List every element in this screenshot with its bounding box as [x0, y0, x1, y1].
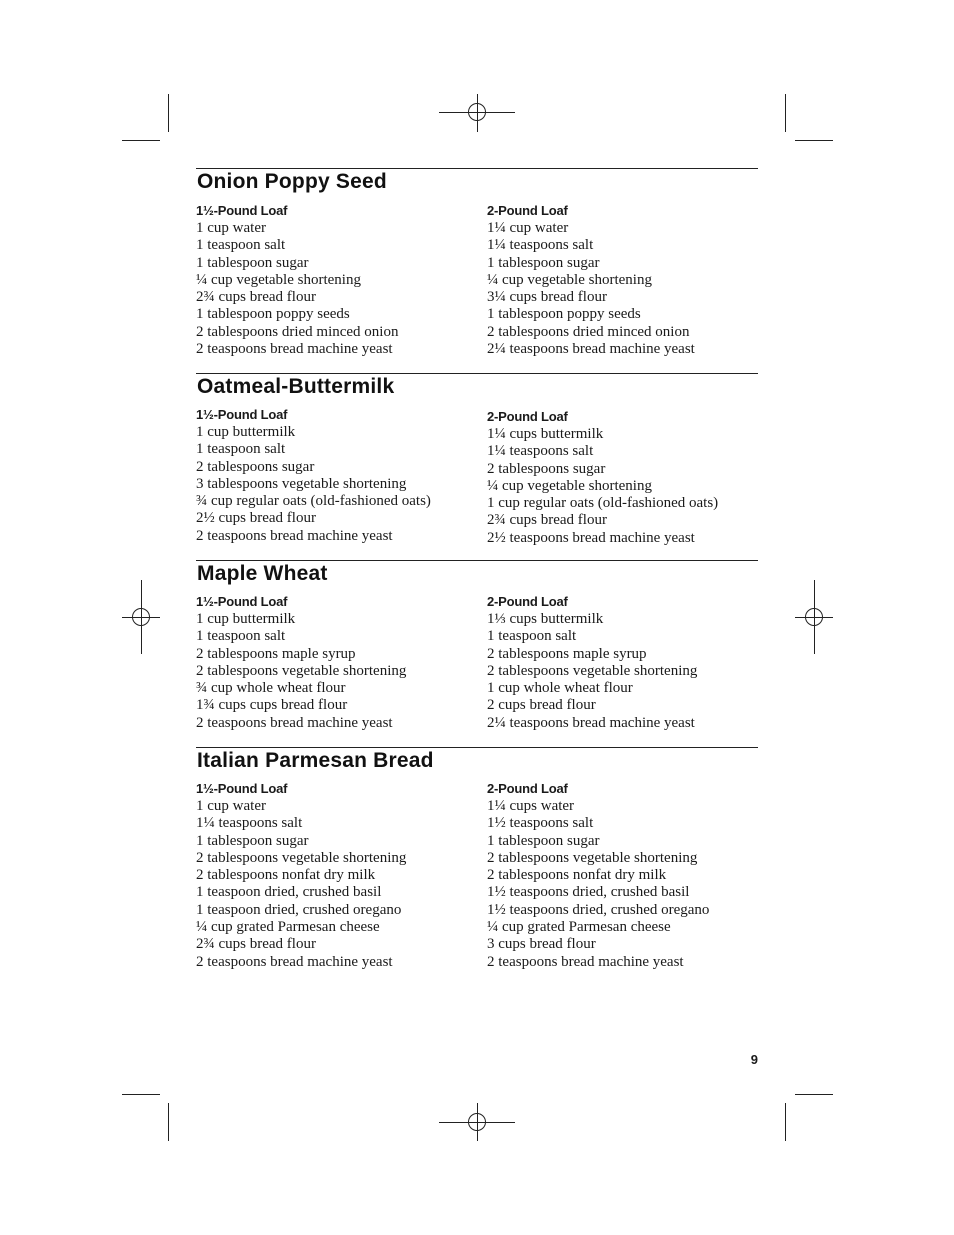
small-loaf-label: 1½-Pound Loaf [196, 407, 288, 422]
ingredient: 2 teaspoons bread machine yeast [487, 953, 684, 970]
ingredient: 1¼ cups water [487, 798, 575, 814]
ingredient: 1¼ teaspoons salt [196, 815, 303, 832]
ingredient: 1¾ cups cups bread flour [196, 697, 348, 714]
ingredient: 1⅓ cups buttermilk [487, 611, 604, 627]
ingredient: 2 tablespoons vegetable shortening [487, 662, 698, 679]
ingredient: 2½ teaspoons bread machine yeast [487, 529, 695, 546]
ingredient: 2¾ cups bread flour [196, 936, 316, 953]
ingredient: 1 tablespoon poppy seeds [487, 306, 641, 323]
crop-mark [785, 94, 786, 132]
ingredient: 1 teaspoon salt [196, 237, 286, 254]
ingredient: 1 teaspoon salt [487, 628, 577, 645]
large-loaf-column [487, 408, 772, 547]
ingredient: 1¼ teaspoons salt [487, 443, 594, 460]
crop-mark [122, 140, 160, 141]
crop-mark [168, 94, 169, 132]
section-rule [196, 747, 758, 748]
ingredient: 2¼ teaspoons bread machine yeast [487, 341, 695, 358]
large-loaf-column [487, 202, 772, 358]
crop-mark [795, 1094, 833, 1095]
section-rule [196, 373, 758, 374]
ingredient: 2 tablespoons maple syrup [196, 645, 356, 662]
small-loaf-column [196, 780, 481, 971]
registration-circle-icon [805, 608, 823, 626]
ingredient: 1¼ cups buttermilk [487, 426, 604, 442]
large-loaf-label: 2-Pound Loaf [487, 409, 568, 424]
crop-mark [795, 140, 833, 141]
ingredient: 1 tablespoon sugar [196, 254, 309, 271]
ingredient: 1 cup buttermilk [196, 611, 296, 627]
ingredient-list [487, 220, 772, 358]
ingredient: 2 teaspoons bread machine yeast [196, 341, 393, 358]
ingredient-list [196, 611, 481, 732]
ingredient: 2 tablespoons vegetable shortening [487, 849, 698, 866]
crop-mark [168, 1103, 169, 1141]
recipe-title: Onion Poppy Seed [197, 170, 387, 193]
ingredient: 1 cup water [196, 220, 266, 236]
ingredient: 1 teaspoon dried, crushed oregano [196, 901, 402, 918]
crop-mark [122, 1094, 160, 1095]
large-loaf-label: 2-Pound Loaf [487, 594, 568, 609]
ingredient-list [196, 424, 481, 545]
ingredient: ¼ cup vegetable shortening [487, 271, 652, 288]
ingredient: 2 teaspoons bread machine yeast [196, 953, 393, 970]
ingredient: 3 tablespoons vegetable shortening [196, 475, 407, 492]
ingredient: 2½ cups bread flour [196, 510, 316, 527]
small-loaf-column [196, 202, 481, 358]
page-number: 9 [750, 1052, 758, 1067]
ingredient: 1¼ teaspoons salt [487, 237, 594, 254]
small-loaf-label: 1½-Pound Loaf [196, 781, 288, 796]
ingredient: 2 teaspoons bread machine yeast [196, 527, 393, 544]
ingredient: 2 cups bread flour [487, 697, 596, 714]
large-loaf-column [487, 593, 772, 732]
registration-circle-icon [468, 1113, 486, 1131]
ingredient: 1 teaspoon dried, crushed basil [196, 884, 382, 901]
registration-circle-icon [468, 103, 486, 121]
ingredient: ¼ cup vegetable shortening [196, 271, 361, 288]
ingredient: 1 tablespoon sugar [487, 254, 600, 271]
small-loaf-label: 1½-Pound Loaf [196, 203, 288, 218]
ingredient-list [196, 798, 481, 971]
large-loaf-label: 2-Pound Loaf [487, 781, 568, 796]
ingredient: 2 tablespoons nonfat dry milk [196, 867, 376, 884]
registration-circle-icon [132, 608, 150, 626]
ingredient: 3¼ cups bread flour [487, 289, 607, 306]
large-loaf-label: 2-Pound Loaf [487, 203, 568, 218]
ingredient: 2 tablespoons dried minced onion [196, 323, 399, 340]
ingredient: 2 teaspoons bread machine yeast [196, 714, 393, 731]
ingredient-list [487, 611, 772, 732]
recipe-title: Italian Parmesan Bread [197, 749, 434, 772]
ingredient-list [196, 220, 481, 358]
ingredient: 2 tablespoons maple syrup [487, 645, 647, 662]
ingredient: 3 cups bread flour [487, 936, 596, 953]
ingredient: 2¼ teaspoons bread machine yeast [487, 714, 695, 731]
ingredient-list [487, 426, 772, 547]
ingredient: 1 tablespoon sugar [487, 832, 600, 849]
ingredient: 1 cup whole wheat flour [487, 680, 633, 697]
ingredient-list [487, 798, 772, 971]
ingredient: 2¾ cups bread flour [487, 512, 607, 529]
ingredient: 2 tablespoons sugar [487, 460, 606, 477]
ingredient: ¼ cup grated Parmesan cheese [196, 919, 380, 936]
small-loaf-column [196, 406, 481, 545]
section-rule [196, 168, 758, 169]
ingredient: 1½ teaspoons salt [487, 815, 594, 832]
small-loaf-column [196, 593, 481, 732]
ingredient: 1½ teaspoons dried, crushed basil [487, 884, 690, 901]
ingredient: 1 teaspoon salt [196, 628, 286, 645]
small-loaf-label: 1½-Pound Loaf [196, 594, 288, 609]
section-rule [196, 560, 758, 561]
ingredient: 1 cup buttermilk [196, 424, 296, 440]
ingredient: 2 tablespoons vegetable shortening [196, 849, 407, 866]
ingredient: 1¼ cup water [487, 220, 569, 236]
recipe-title: Maple Wheat [197, 562, 328, 585]
recipe-title: Oatmeal-Buttermilk [197, 375, 395, 398]
ingredient: 2 tablespoons dried minced onion [487, 323, 690, 340]
ingredient: 1 teaspoon salt [196, 441, 286, 458]
ingredient: ¾ cup regular oats (old-fashioned oats) [196, 493, 431, 510]
ingredient: 1½ teaspoons dried, crushed oregano [487, 901, 710, 918]
ingredient: 1 tablespoon poppy seeds [196, 306, 350, 323]
ingredient: 1 cup regular oats (old-fashioned oats) [487, 495, 719, 512]
large-loaf-column [487, 780, 772, 971]
ingredient: 2 tablespoons vegetable shortening [196, 662, 407, 679]
ingredient: ¼ cup vegetable shortening [487, 477, 652, 494]
ingredient: 2 tablespoons nonfat dry milk [487, 867, 667, 884]
ingredient: ¼ cup grated Parmesan cheese [487, 919, 671, 936]
ingredient: 2 tablespoons sugar [196, 458, 315, 475]
ingredient: 1 cup water [196, 798, 266, 814]
ingredient: ¾ cup whole wheat flour [196, 680, 346, 697]
ingredient: 2¾ cups bread flour [196, 289, 316, 306]
ingredient: 1 tablespoon sugar [196, 832, 309, 849]
crop-mark [785, 1103, 786, 1141]
